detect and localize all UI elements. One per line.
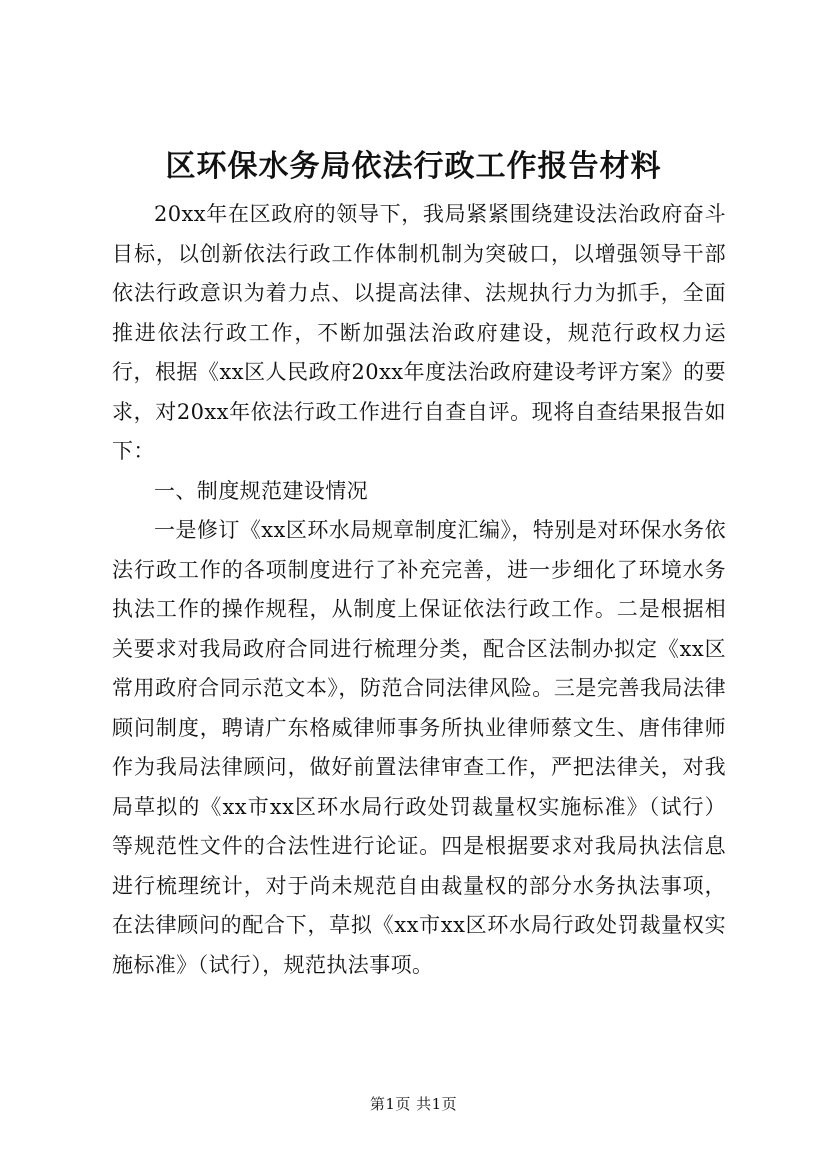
section-paragraph: 一是修订《xx区环水局规章制度汇编》，特别是对环保水务依法行政工作的各项制度进行了补充完善，进一步细化了环境水务执法工作的操作规程，从制度上保证依法行政工作。二是根据相关要求对我局政府合同进行梳理分类，配合区法制办拟定《xx区常用政府合同示范文本》，防范合同法律风险。三是完善我局法律顾问制度，聘请广东格威律师事务所执业律师蔡文生、唐伟律师作为我局法律顾问，做好前置法律审查工作，严把法律关，对我局草拟的《xx市xx区环水局行政处罚裁量权实施标准》（试行）等规范性文件的合法性进行论证。四是根据要求对我局执法信息进行梳理统计，对于尚未规范自由裁量权的部分水务执法事项，在法律顾问的配合下，草拟《xx市xx区环水局行政处罚裁量权实施标准》（试行），规范执法事项。 [112,518,726,977]
intro-paragraph: 20xx年在区政府的领导下，我局紧紧围绕建设法治政府奋斗目标，以创新依法行政工作体制机制为突破口，以增强领导干部依法行政意识为着力点、以提高法律、法规执行力为抓手，全面推进依法行政工作，不断加强法治政府建设，规范行政权力运行，根据《xx区人民政府20xx年度法治政府建设考评方案》的要求，对20xx年依法行政工作进行自查自评。现将自查结果报告如下： [112,202,726,463]
section-heading: 一、制度规范建设情况 [154,478,368,503]
page-footer: 第1页 共1页 [369,1095,458,1113]
document-body [112,195,726,985]
document-title: 区环保水务局依法行政工作报告材料 [165,149,662,184]
